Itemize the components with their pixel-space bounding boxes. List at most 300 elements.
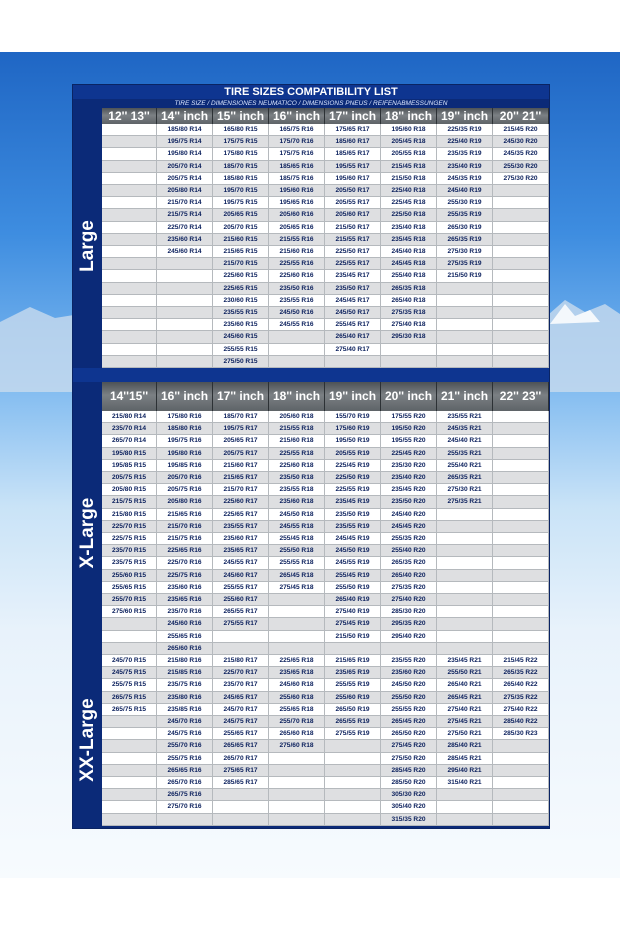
tire-size-cell: 255/60 R19 — [325, 692, 381, 704]
tire-size-cell — [493, 777, 549, 789]
tire-size-cell: 305/40 R20 — [381, 801, 437, 813]
tire-size-cell: 275/30 R19 — [437, 246, 493, 258]
tire-size-cell — [102, 246, 157, 258]
tire-size-cell — [269, 753, 325, 765]
tire-size-cell: 235/55 R15 — [213, 307, 269, 319]
tire-size-cell — [325, 356, 381, 368]
tire-size-cell — [493, 185, 549, 197]
tire-size-cell — [493, 222, 549, 234]
tire-size-cell — [437, 570, 493, 582]
tire-size-cell: 255/45 R17 — [325, 319, 381, 331]
tire-size-cell: 265/65 R17 — [213, 740, 269, 752]
tire-size-cell: 245/40 R20 — [381, 509, 437, 521]
tire-size-cell — [157, 331, 213, 343]
rim-size-header: 14''15'' — [102, 382, 157, 411]
tire-size-cell: 275/70 R16 — [157, 801, 213, 813]
tire-size-cell: 235/50 R18 — [269, 472, 325, 484]
tire-size-cell: 245/45 R20 — [381, 521, 437, 533]
tire-size-cell: 275/35 R22 — [493, 692, 549, 704]
tire-size-cell: 205/75 R14 — [157, 173, 213, 185]
tire-size-cell: 195/75 R15 — [213, 197, 269, 209]
tire-size-cell: 245/55 R18 — [269, 521, 325, 533]
tire-size-cell: 265/40 R19 — [325, 594, 381, 606]
tire-size-cell: 305/30 R20 — [381, 789, 437, 801]
tire-size-cell — [269, 631, 325, 643]
tire-size-cell: 235/55 R19 — [325, 521, 381, 533]
tire-size-cell: 235/30 R20 — [381, 460, 437, 472]
tire-size-cell: 215/55 R16 — [269, 234, 325, 246]
tire-size-cell — [437, 643, 493, 655]
tire-size-cell: 285/50 R20 — [381, 777, 437, 789]
tire-size-cell — [493, 496, 549, 508]
tire-size-cell — [437, 509, 493, 521]
tire-size-cell: 225/70 R14 — [157, 222, 213, 234]
tire-size-cell: 225/55 R16 — [269, 258, 325, 270]
tire-size-cell: 195/75 R14 — [157, 136, 213, 148]
tire-size-cell: 185/70 R15 — [213, 161, 269, 173]
tire-size-cell — [493, 753, 549, 765]
tire-size-cell — [437, 557, 493, 569]
tire-size-cell — [269, 618, 325, 630]
tire-size-cell — [102, 295, 157, 307]
tire-size-cell: 205/60 R16 — [269, 209, 325, 221]
rim-size-header: 17'' inch — [325, 108, 381, 124]
tire-size-cell: 235/70 R16 — [157, 606, 213, 618]
tire-size-cell — [102, 356, 157, 368]
tire-size-cell — [437, 295, 493, 307]
tire-size-cell: 185/80 R16 — [157, 423, 213, 435]
tire-size-cell: 175/75 R15 — [213, 136, 269, 148]
tire-size-cell — [437, 344, 493, 356]
tire-size-cell: 265/75 R15 — [102, 692, 157, 704]
tire-size-cell — [102, 618, 157, 630]
tire-size-cell — [325, 789, 381, 801]
tire-size-cell: 235/55 R17 — [213, 521, 269, 533]
tire-size-cell — [493, 594, 549, 606]
tire-size-cell — [493, 234, 549, 246]
tire-size-cell: 265/70 R16 — [157, 777, 213, 789]
tire-size-cell — [493, 283, 549, 295]
tire-size-cell: 245/65 R17 — [213, 692, 269, 704]
tire-size-cell: 275/65 R17 — [213, 765, 269, 777]
tire-size-cell: 265/35 R20 — [381, 557, 437, 569]
tire-size-cell: 175/70 R16 — [269, 136, 325, 148]
tire-size-cell — [437, 283, 493, 295]
tire-size-cell: 275/45 R19 — [325, 618, 381, 630]
tire-size-cell — [493, 307, 549, 319]
tire-size-cell: 245/70 R16 — [157, 716, 213, 728]
tire-size-cell — [157, 258, 213, 270]
tire-size-cell: 245/70 R15 — [102, 655, 157, 667]
tire-size-cell: 275/40 R22 — [493, 704, 549, 716]
tire-size-cell: 225/65 R15 — [213, 283, 269, 295]
tire-size-cell: 255/40 R21 — [437, 460, 493, 472]
tire-size-cell — [102, 307, 157, 319]
tire-size-cell — [157, 344, 213, 356]
tire-size-cell: 265/35 R21 — [437, 472, 493, 484]
tire-size-cell — [325, 777, 381, 789]
tire-size-cell: 245/45 R17 — [325, 295, 381, 307]
tire-size-cell: 215/45 R22 — [493, 655, 549, 667]
tire-size-cell: 215/70 R16 — [157, 521, 213, 533]
tire-size-cell: 215/65 R17 — [213, 472, 269, 484]
tire-size-cell — [102, 728, 157, 740]
tire-size-cell: 245/75 R17 — [213, 716, 269, 728]
tire-size-cell: 255/70 R18 — [269, 716, 325, 728]
tire-size-cell: 235/60 R16 — [157, 582, 213, 594]
tire-size-cell: 295/40 R20 — [381, 631, 437, 643]
tire-size-cell: 265/75 R15 — [102, 704, 157, 716]
tire-size-cell: 245/40 R21 — [437, 435, 493, 447]
tire-size-cell: 285/65 R17 — [213, 777, 269, 789]
tire-size-cell — [157, 307, 213, 319]
tire-size-cell — [493, 331, 549, 343]
tire-size-cell: 255/50 R21 — [437, 667, 493, 679]
tire-size-cell: 215/75 R16 — [157, 533, 213, 545]
tire-size-cell: 245/60 R18 — [269, 679, 325, 691]
tire-size-cell — [102, 222, 157, 234]
tire-size-cell: 195/60 R18 — [381, 124, 437, 136]
tire-size-cell — [102, 209, 157, 221]
tire-size-cell — [493, 643, 549, 655]
tire-size-cell: 235/45 R19 — [325, 496, 381, 508]
tire-size-cell: 215/70 R15 — [213, 258, 269, 270]
tire-size-cell: 235/40 R19 — [437, 161, 493, 173]
tire-size-cell — [493, 533, 549, 545]
tire-size-cell — [437, 356, 493, 368]
tire-size-cell: 205/65 R15 — [213, 209, 269, 221]
tire-size-cell — [493, 435, 549, 447]
tire-size-cell: 225/65 R17 — [213, 509, 269, 521]
tire-size-cell — [437, 331, 493, 343]
tire-size-cell: 245/75 R15 — [102, 667, 157, 679]
tire-size-cell — [269, 594, 325, 606]
tire-size-cell: 215/60 R18 — [269, 435, 325, 447]
tire-size-cell: 265/50 R20 — [381, 728, 437, 740]
rim-size-header: 15'' inch — [213, 108, 269, 124]
tire-size-cell: 255/55 R19 — [325, 679, 381, 691]
tire-size-cell: 275/50 R15 — [213, 356, 269, 368]
tire-size-cell: 205/75 R16 — [157, 484, 213, 496]
tire-size-cell: 215/70 R14 — [157, 197, 213, 209]
tire-size-cell — [269, 789, 325, 801]
tire-size-cell: 275/50 R20 — [381, 753, 437, 765]
tire-size-cell: 225/75 R15 — [102, 533, 157, 545]
tire-size-cell — [493, 631, 549, 643]
tire-size-cell — [325, 643, 381, 655]
tire-size-cell: 230/60 R15 — [213, 295, 269, 307]
tire-size-cell — [102, 777, 157, 789]
tire-size-cell: 265/45 R20 — [381, 716, 437, 728]
tire-size-cell: 245/60 R16 — [157, 618, 213, 630]
tire-size-cell: 225/70 R17 — [213, 667, 269, 679]
tire-size-cell: 255/35 R21 — [437, 448, 493, 460]
tire-size-cell: 245/70 R17 — [213, 704, 269, 716]
tire-size-cell — [437, 582, 493, 594]
size-grid — [102, 655, 549, 826]
tire-size-cell: 195/75 R16 — [157, 435, 213, 447]
tire-size-cell: 235/40 R20 — [381, 472, 437, 484]
tire-size-cell — [102, 331, 157, 343]
tire-size-cell: 235/75 R15 — [102, 557, 157, 569]
size-grid — [102, 124, 549, 368]
tire-size-cell: 195/50 R19 — [325, 435, 381, 447]
tire-size-cell — [157, 319, 213, 331]
tire-size-cell — [493, 509, 549, 521]
tire-size-cell: 235/45 R17 — [325, 270, 381, 282]
tire-size-cell: 205/75 R17 — [213, 448, 269, 460]
tire-size-cell: 265/65 R16 — [157, 765, 213, 777]
tire-size-cell: 215/75 R15 — [102, 496, 157, 508]
size-class-text: X-Large — [76, 497, 98, 569]
size-class-text: XX-Large — [76, 698, 98, 783]
tire-size-cell: 255/35 R20 — [381, 533, 437, 545]
tire-size-cell — [325, 765, 381, 777]
tire-size-cell: 205/50 R17 — [325, 185, 381, 197]
tire-size-cell: 175/55 R20 — [381, 411, 437, 423]
tire-size-cell: 295/35 R20 — [381, 618, 437, 630]
tire-size-cell: 255/30 R19 — [437, 197, 493, 209]
tire-size-cell — [325, 814, 381, 826]
tire-size-cell — [157, 356, 213, 368]
tire-size-cell — [157, 283, 213, 295]
tire-size-cell: 265/55 R19 — [325, 716, 381, 728]
tire-size-cell — [493, 356, 549, 368]
tire-size-cell: 225/60 R17 — [213, 496, 269, 508]
tire-size-cell — [157, 295, 213, 307]
tire-size-cell — [102, 283, 157, 295]
tire-size-cell: 235/55 R16 — [269, 295, 325, 307]
tire-size-cell: 255/55 R15 — [213, 344, 269, 356]
tire-size-cell: 255/65 R16 — [157, 631, 213, 643]
tire-size-cell: 215/65 R16 — [157, 509, 213, 521]
tire-size-cell — [437, 618, 493, 630]
tire-size-cell — [437, 594, 493, 606]
tire-size-cell: 245/60 R14 — [157, 246, 213, 258]
tire-size-cell — [493, 521, 549, 533]
tire-size-cell: 215/50 R17 — [325, 222, 381, 234]
tire-size-cell: 215/45 R18 — [381, 161, 437, 173]
tire-size-cell: 235/70 R17 — [213, 679, 269, 691]
tire-size-cell: 195/85 R16 — [157, 460, 213, 472]
rim-size-header: 19'' inch — [437, 108, 493, 124]
tire-size-cell: 215/80 R17 — [213, 655, 269, 667]
tire-size-cell — [102, 136, 157, 148]
rim-size-header: 21'' inch — [437, 382, 493, 411]
tire-size-cell: 255/75 R16 — [157, 753, 213, 765]
tire-size-cell: 205/80 R16 — [157, 496, 213, 508]
tire-size-cell: 235/50 R20 — [381, 496, 437, 508]
tire-size-cell: 225/45 R20 — [381, 448, 437, 460]
tire-size-cell: 175/80 R15 — [213, 148, 269, 160]
table-subtitle: TIRE SIZE / DIMENSIONES NEUMATICO / DIMENSIONS PNEUS / REIFENABMESSUNGEN — [73, 99, 549, 108]
tire-size-cell — [325, 801, 381, 813]
tire-size-cell — [493, 789, 549, 801]
section-separator — [73, 368, 549, 382]
size-grid — [102, 411, 549, 655]
tire-size-cell: 265/40 R21 — [437, 679, 493, 691]
tire-size-cell: 195/65 R16 — [269, 197, 325, 209]
tire-size-cell: 275/55 R19 — [325, 728, 381, 740]
rim-size-header: 12'' 13'' — [102, 108, 157, 124]
tire-size-cell — [381, 344, 437, 356]
tire-size-cell: 265/45 R21 — [437, 692, 493, 704]
tire-size-cell: 185/65 R16 — [269, 161, 325, 173]
tire-size-cell: 265/40 R20 — [381, 570, 437, 582]
tire-size-cell — [213, 631, 269, 643]
tire-size-cell — [102, 753, 157, 765]
tire-size-cell: 245/50 R16 — [269, 307, 325, 319]
tire-size-cell — [437, 789, 493, 801]
tire-size-cell: 285/30 R20 — [381, 606, 437, 618]
tire-size-cell: 245/55 R19 — [325, 557, 381, 569]
tire-size-cell: 245/40 R19 — [437, 185, 493, 197]
tire-size-cell: 265/75 R16 — [157, 789, 213, 801]
tire-size-cell: 255/55 R20 — [381, 704, 437, 716]
tire-size-cell: 275/30 R20 — [493, 173, 549, 185]
tire-size-cell — [493, 765, 549, 777]
poster-background — [0, 52, 620, 878]
tire-size-cell: 195/55 R20 — [381, 435, 437, 447]
tire-size-cell: 275/30 R21 — [437, 484, 493, 496]
tire-size-cell — [102, 344, 157, 356]
tire-size-cell: 275/35 R20 — [381, 582, 437, 594]
tire-size-cell: 255/75 R15 — [102, 679, 157, 691]
tire-size-cell: 275/40 R17 — [325, 344, 381, 356]
tire-size-cell: 255/70 R15 — [102, 594, 157, 606]
tire-size-cell: 225/60 R16 — [269, 270, 325, 282]
rim-size-header: 18'' inch — [381, 108, 437, 124]
tire-size-cell: 225/65 R18 — [269, 655, 325, 667]
tire-size-cell — [493, 814, 549, 826]
tire-size-cell: 185/65 R17 — [325, 148, 381, 160]
tire-size-cell: 235/45 R20 — [381, 484, 437, 496]
size-class-text: Large — [76, 220, 98, 272]
tire-size-cell — [493, 246, 549, 258]
tire-size-cell: 245/55 R17 — [213, 557, 269, 569]
tire-size-cell — [102, 740, 157, 752]
tire-size-cell: 275/40 R20 — [381, 594, 437, 606]
tire-size-cell — [269, 331, 325, 343]
tire-size-cell: 235/70 R15 — [102, 545, 157, 557]
tire-size-cell: 275/55 R17 — [213, 618, 269, 630]
tire-size-cell: 235/65 R19 — [325, 667, 381, 679]
tire-size-cell — [493, 582, 549, 594]
tire-size-cell: 265/30 R19 — [437, 222, 493, 234]
tire-size-cell — [102, 197, 157, 209]
tire-size-cell: 195/60 R17 — [325, 173, 381, 185]
tire-size-cell — [493, 344, 549, 356]
tire-size-cell — [437, 545, 493, 557]
tire-size-cell: 225/60 R15 — [213, 270, 269, 282]
rim-size-header: 16'' inch — [157, 382, 213, 411]
tire-size-cell — [269, 801, 325, 813]
tire-size-cell: 215/45 R20 — [493, 124, 549, 136]
tire-size-cell — [102, 631, 157, 643]
tire-size-cell: 205/55 R17 — [325, 197, 381, 209]
tire-size-cell: 215/80 R16 — [157, 655, 213, 667]
tire-size-cell — [493, 472, 549, 484]
tire-size-cell — [493, 270, 549, 282]
tire-size-cell — [437, 319, 493, 331]
tire-size-cell: 265/40 R22 — [493, 679, 549, 691]
tire-size-cell — [269, 765, 325, 777]
tire-size-cell: 265/60 R16 — [157, 643, 213, 655]
tire-size-cell — [102, 234, 157, 246]
tire-size-cell: 285/40 R21 — [437, 740, 493, 752]
tire-size-cell: 195/70 R15 — [213, 185, 269, 197]
tire-size-cell — [213, 789, 269, 801]
tire-size-cell: 265/40 R17 — [325, 331, 381, 343]
tire-size-cell: 235/55 R18 — [269, 484, 325, 496]
tire-size-cell — [269, 606, 325, 618]
tire-size-cell: 265/35 R18 — [381, 283, 437, 295]
tire-size-cell — [102, 765, 157, 777]
tire-size-cell — [102, 789, 157, 801]
tire-size-cell — [437, 521, 493, 533]
tire-size-cell: 225/60 R18 — [269, 460, 325, 472]
tire-size-cell: 235/60 R20 — [381, 667, 437, 679]
tire-size-cell — [102, 270, 157, 282]
tire-size-cell: 225/65 R16 — [157, 545, 213, 557]
rim-size-header: 16'' inch — [269, 108, 325, 124]
rim-size-header: 20'' inch — [381, 382, 437, 411]
tire-size-cell — [493, 460, 549, 472]
tire-size-cell: 215/60 R17 — [213, 460, 269, 472]
tire-size-cell: 225/50 R19 — [325, 472, 381, 484]
tire-size-cell: 275/60 R18 — [269, 740, 325, 752]
tire-size-cell: 245/75 R16 — [157, 728, 213, 740]
tire-size-cell: 275/60 R15 — [102, 606, 157, 618]
tire-size-cell — [493, 258, 549, 270]
tire-size-cell: 245/35 R21 — [437, 423, 493, 435]
tire-size-cell: 245/50 R20 — [381, 679, 437, 691]
tire-size-cell: 215/70 R17 — [213, 484, 269, 496]
rim-size-header: 22'' 23'' — [493, 382, 549, 411]
tire-size-cell: 265/60 R18 — [269, 728, 325, 740]
tire-size-cell: 235/65 R16 — [157, 594, 213, 606]
tire-size-cell: 225/55 R19 — [325, 484, 381, 496]
tire-size-cell: 215/80 R14 — [102, 411, 157, 423]
tire-size-cell: 235/55 R21 — [437, 411, 493, 423]
tire-size-cell: 255/65 R18 — [269, 704, 325, 716]
tire-size-cell: 255/30 R20 — [493, 161, 549, 173]
tire-size-cell — [213, 643, 269, 655]
tire-size-cell: 255/50 R19 — [325, 582, 381, 594]
tire-size-cell — [493, 484, 549, 496]
tire-size-cell: 255/40 R18 — [381, 270, 437, 282]
tire-size-cell: 205/70 R14 — [157, 161, 213, 173]
tire-size-cell: 205/80 R15 — [102, 484, 157, 496]
tire-size-cell — [493, 295, 549, 307]
tire-size-cell: 265/50 R19 — [325, 704, 381, 716]
tire-size-cell: 235/85 R16 — [157, 704, 213, 716]
tire-size-cell: 255/55 R17 — [213, 582, 269, 594]
tire-size-cell — [157, 270, 213, 282]
tire-size-cell: 225/50 R18 — [381, 209, 437, 221]
tire-size-cell: 205/75 R15 — [102, 472, 157, 484]
tire-size-cell — [493, 197, 549, 209]
tire-size-cell: 225/35 R19 — [437, 124, 493, 136]
tire-size-cell: 275/40 R19 — [325, 606, 381, 618]
tire-size-cell — [493, 606, 549, 618]
tire-size-cell: 235/60 R14 — [157, 234, 213, 246]
tire-size-cell: 275/35 R18 — [381, 307, 437, 319]
tire-size-cell: 175/65 R17 — [325, 124, 381, 136]
tire-size-cell: 265/55 R17 — [213, 606, 269, 618]
tire-size-cell: 225/70 R15 — [102, 521, 157, 533]
tire-size-cell — [102, 801, 157, 813]
